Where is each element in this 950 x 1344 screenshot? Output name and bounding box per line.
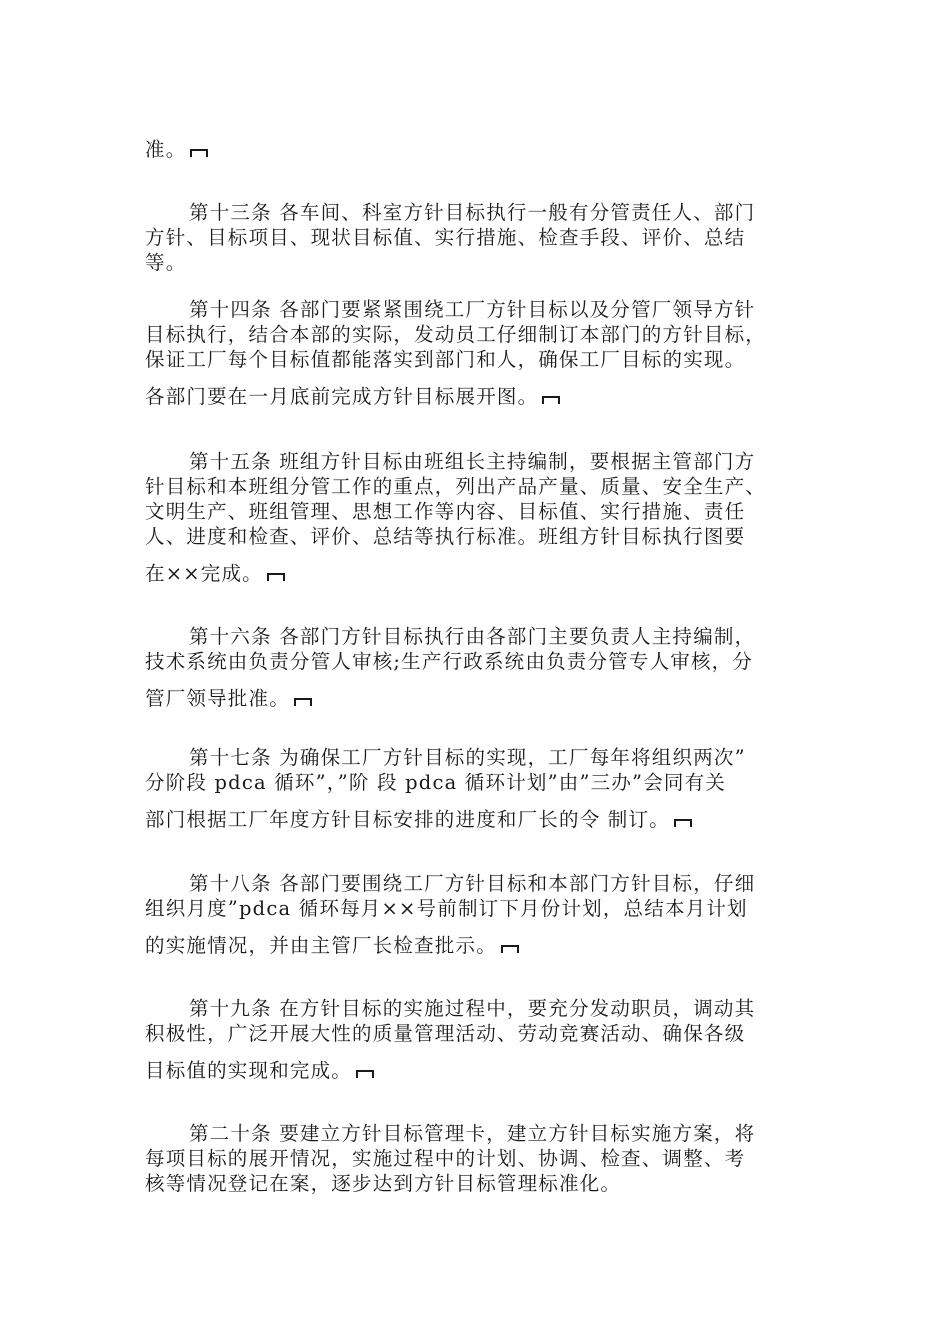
paragraph-line: 第十七条 为确保工厂方针目标的实现，工厂每年将组织两次”: [189, 746, 746, 769]
article-13: [145, 200, 825, 275]
paragraph-line: 在××完成。: [145, 562, 263, 585]
paragraph-line: 积极性，广泛开展大性的质量管理活动、劳动竞赛活动、确保各级: [145, 1022, 746, 1045]
paragraph-line: 第十四条 各部门要紧紧围绕工厂方针目标以及分管厂领导方针: [189, 298, 756, 321]
paragraph-line: 第十九条 在方针目标的实施过程中，要充分发动职员，调动其: [189, 997, 756, 1020]
paragraph-line: 人、进度和检查、评价、总结等执行标准。班组方针目标执行图要: [145, 525, 746, 548]
paragraph-line: 准。: [145, 138, 187, 161]
paragraph-end-mark-icon: [267, 573, 285, 581]
paragraph-line: 方针、目标项目、现状目标值、实行措施、检查手段、评价、总结: [145, 226, 746, 249]
article-16: [145, 624, 825, 711]
paragraph-line: 针目标和本班组分管工作的重点，列出产品产量、质量、安全生产、: [145, 475, 767, 498]
paragraph-line: 第二十条 要建立方针目标管理卡，建立方针目标实施方案，将: [189, 1122, 756, 1145]
paragraph-line: 技术系统由负责分管人审核;生产行政系统由负责分管专人审核，分: [145, 650, 754, 673]
article-18: [145, 871, 825, 958]
paragraph-line: 每项目标的展开情况，实施过程中的计划、协调、检查、调整、考: [145, 1147, 746, 1170]
paragraph-line: 分阶段 pdca 循环”，”阶 段 pdca 循环计划”由”三办”会同有关: [145, 771, 727, 794]
paragraph-end-mark-icon: [674, 819, 692, 827]
article-15: [145, 449, 825, 586]
paragraph-line: 等。: [145, 251, 187, 274]
paragraph-end-mark-icon: [190, 149, 208, 157]
article-20: [145, 1121, 825, 1196]
paragraph-end-mark-icon: [356, 1070, 374, 1078]
paragraph-line: 文明生产、班组管理、思想工作等内容、目标值、实行措施、责任: [145, 500, 746, 523]
paragraph-line: 管厂领导批准。: [145, 687, 290, 710]
paragraph-end-mark-icon: [501, 945, 519, 953]
article-17: [145, 745, 825, 832]
paragraph-line: 目标执行，结合本部的实际，发动员工仔细制订本部门的方针目标，: [145, 323, 767, 346]
paragraph-line: 保证工厂每个目标值都能落实到部门和人，确保工厂目标的实现。: [145, 348, 746, 371]
paragraph-line: 第十六条 各部门方针目标执行由各部门主要负责人主持编制，: [189, 625, 756, 648]
paragraph-line: 部门根据工厂年度方针目标安排的进度和厂长的令 制订。: [145, 808, 670, 831]
paragraph-line: 的实施情况，并由主管厂长检查批示。: [145, 934, 497, 957]
article-14: [145, 297, 825, 409]
paragraph-line: 第十三条 各车间、科室方针目标执行一般有分管责任人、部门: [189, 201, 756, 224]
paragraph-line: 组织月度”pdca 循环每月××号前制订下月份计划，总结本月计划: [145, 897, 748, 920]
paragraph-line: 第十八条 各部门要围绕工厂方针目标和本部门方针目标，仔细: [189, 872, 756, 895]
paragraph-end-mark-icon: [542, 396, 560, 404]
paragraph-end-mark-icon: [294, 698, 312, 706]
paragraph-line: 核等情况登记在案，逐步达到方针目标管理标准化。: [145, 1172, 622, 1195]
paragraph-line: 各部门要在一月底前完成方针目标展开图。: [145, 385, 539, 408]
paragraph-continuation: [145, 137, 825, 162]
paragraph-line: 目标值的实现和完成。: [145, 1059, 353, 1082]
paragraph-line: 第十五条 班组方针目标由班组长主持编制，要根据主管部门方: [189, 450, 756, 473]
article-19: [145, 996, 825, 1083]
